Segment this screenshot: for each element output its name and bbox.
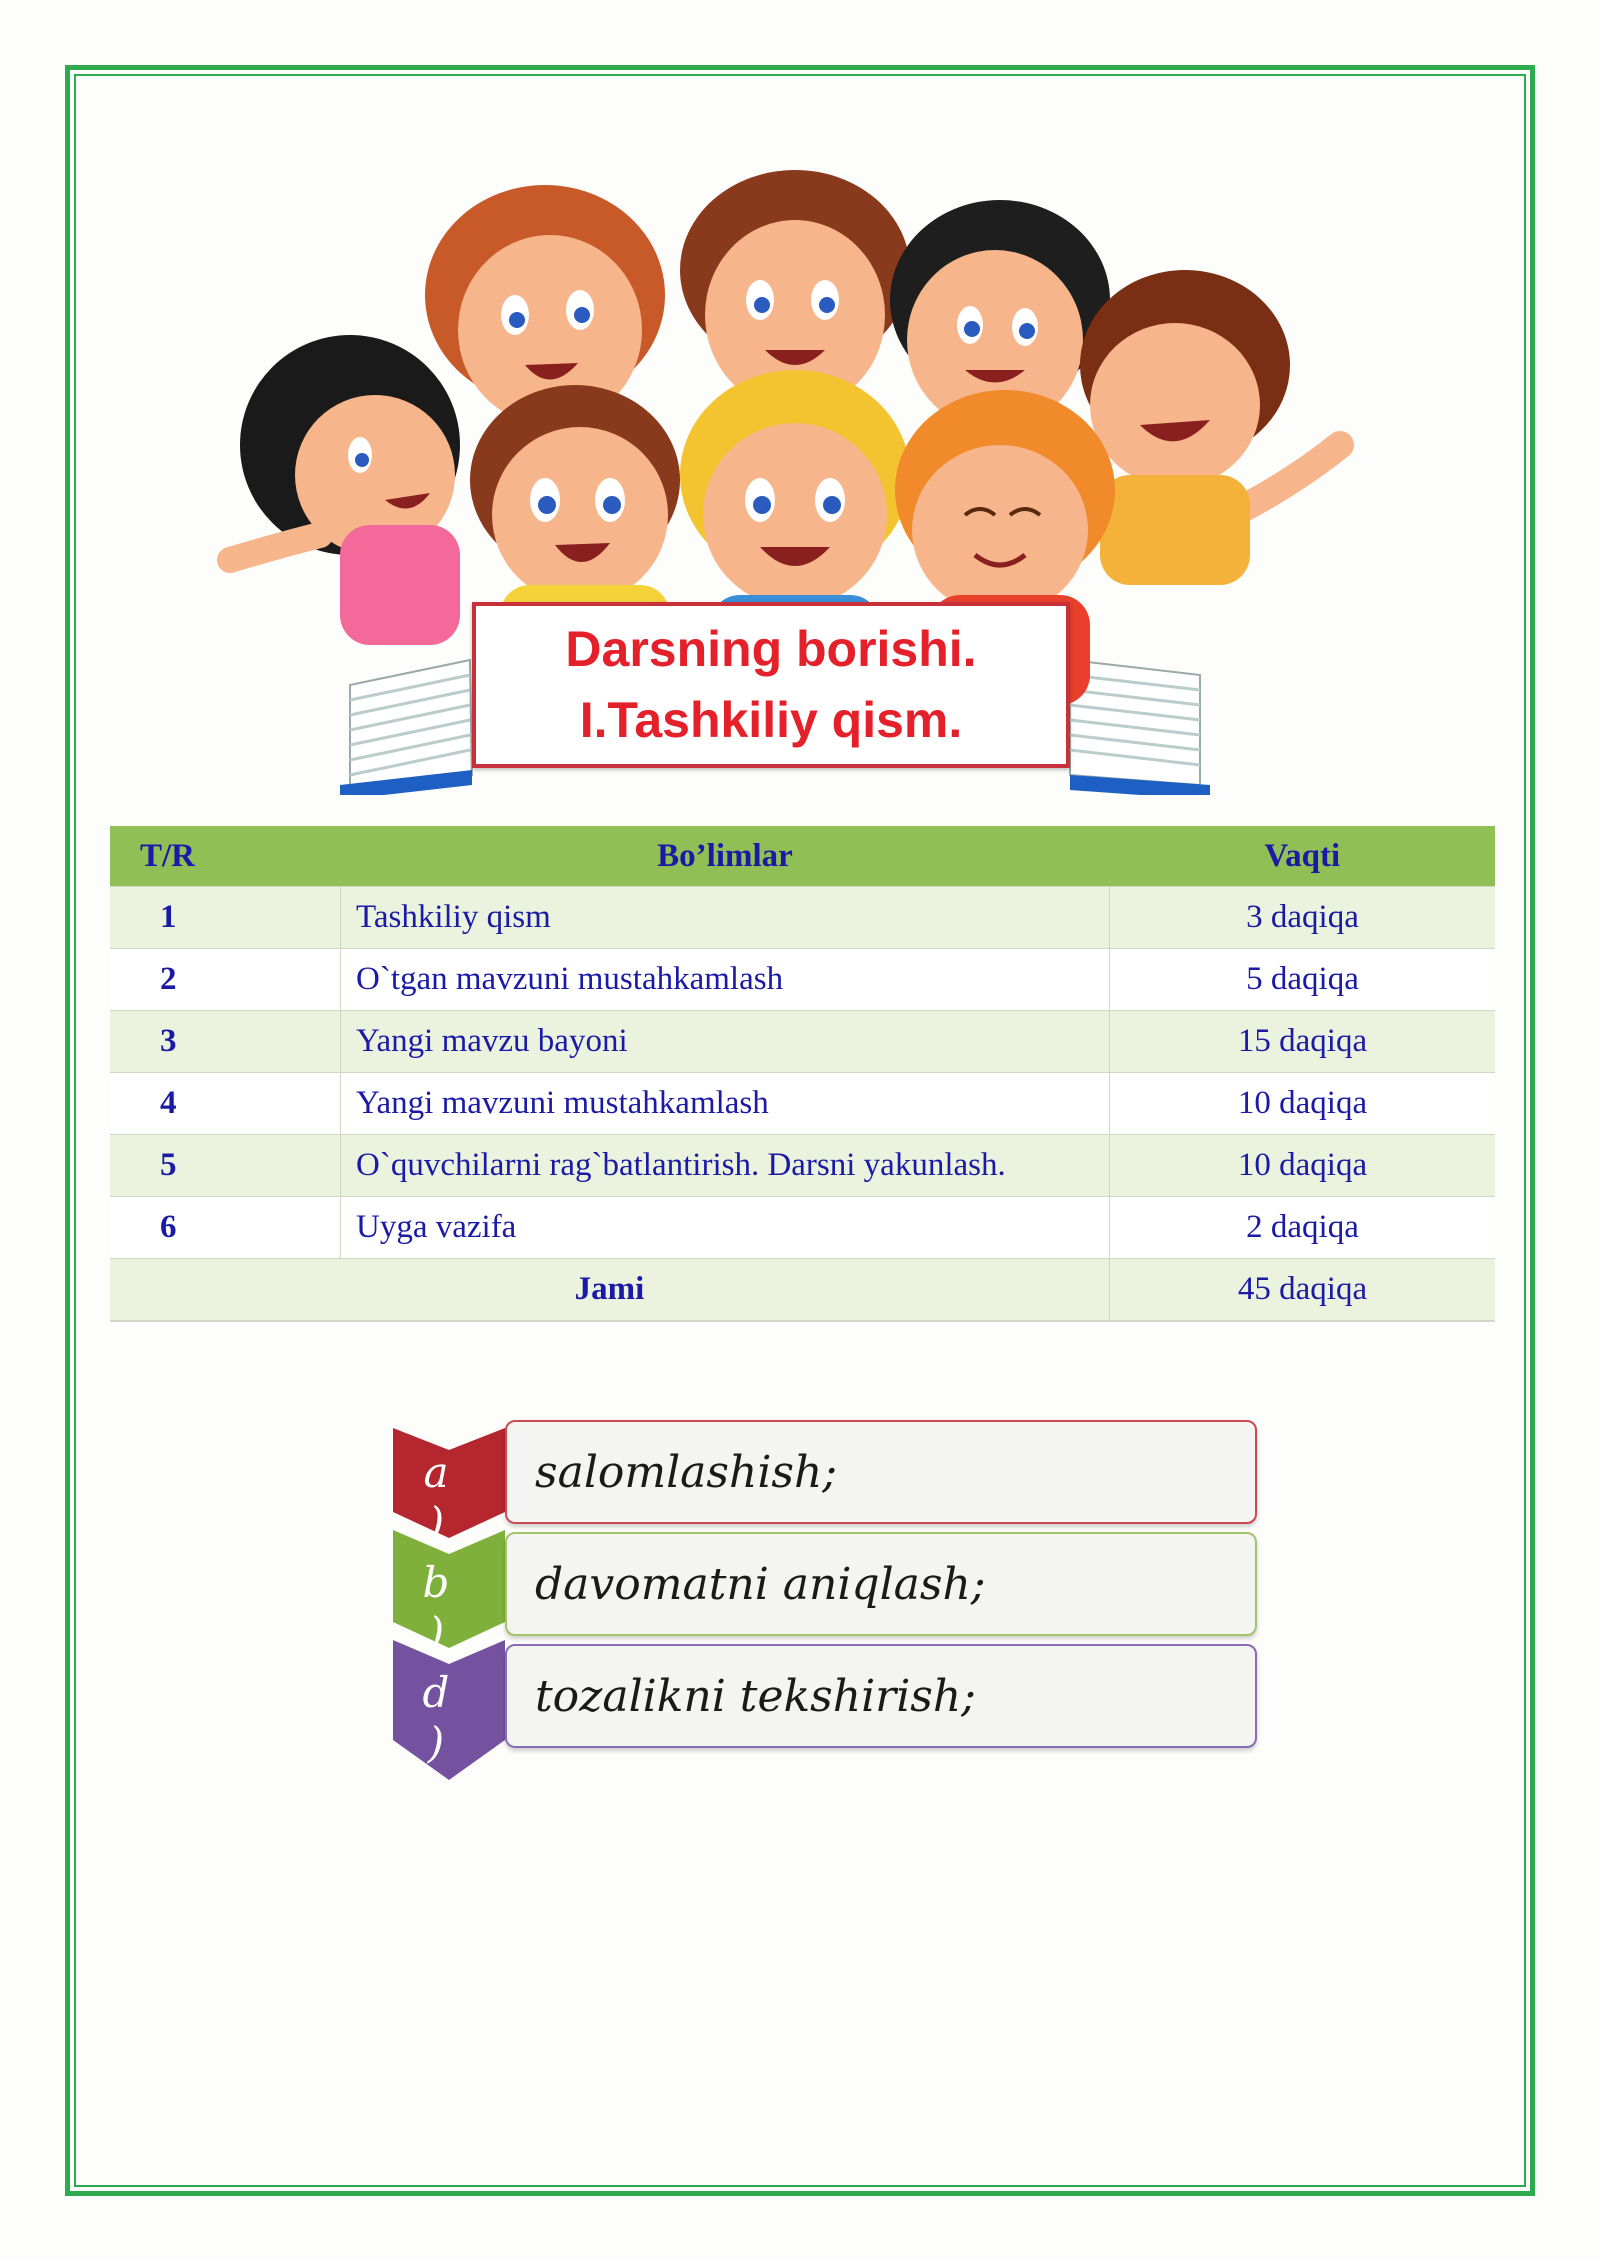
row-section: O`quvchilarni rag`batlantirish. Darsni yakunlash. — [341, 1135, 1110, 1197]
girl-curly-hair-icon — [230, 335, 460, 645]
row-time: 3 daqiqa — [1110, 887, 1496, 949]
step-letter: a — [423, 1448, 449, 1497]
row-section: Yangi mavzu bayoni — [341, 1011, 1110, 1073]
step-card-a — [505, 1420, 1257, 1524]
step-text: salomlashish; — [535, 1446, 838, 1498]
step-letter: d — [422, 1668, 450, 1717]
lesson-schedule-table — [110, 826, 1495, 1322]
table-row — [110, 1135, 1495, 1197]
row-number: 1 — [110, 887, 341, 949]
row-number: 4 — [110, 1073, 341, 1135]
boy-waving-icon — [1080, 270, 1340, 585]
header-time: Vaqti — [1110, 826, 1496, 887]
step-letter: b — [422, 1558, 450, 1607]
step-text: tozalikni tekshirish; — [535, 1670, 977, 1722]
table-row — [110, 1197, 1495, 1259]
step-paren: ) — [427, 1718, 445, 1767]
step-text: davomatni aniqlash; — [535, 1558, 986, 1610]
book-left-icon — [340, 660, 472, 795]
header-sections: Bo’limlar — [341, 826, 1110, 887]
lesson-title-box — [472, 602, 1070, 768]
row-section: Yangi mavzuni mustahkamlash — [341, 1073, 1110, 1135]
step-paren: ) — [427, 1608, 445, 1657]
step-letter-d — [421, 1668, 451, 1768]
table-row — [110, 887, 1495, 949]
row-time: 2 daqiqa — [1110, 1197, 1496, 1259]
row-section: Tashkiliy qism — [341, 887, 1110, 949]
row-number: 2 — [110, 949, 341, 1011]
table-row — [110, 1073, 1495, 1135]
total-label: Jami — [110, 1259, 1110, 1322]
row-time: 10 daqiqa — [1110, 1073, 1496, 1135]
row-time: 5 daqiqa — [1110, 949, 1496, 1011]
book-right-icon — [1070, 660, 1210, 795]
row-section: Uyga vazifa — [341, 1197, 1110, 1259]
step-card-d — [505, 1644, 1257, 1748]
row-time: 10 daqiqa — [1110, 1135, 1496, 1197]
row-number: 5 — [110, 1135, 341, 1197]
row-number: 3 — [110, 1011, 341, 1073]
title-line-1: Darsning borishi. — [565, 621, 977, 677]
table-row — [110, 1011, 1495, 1073]
organizational-steps-list — [393, 1420, 1263, 1820]
step-paren: ) — [427, 1498, 445, 1547]
row-section: O`tgan mavzuni mustahkamlash — [341, 949, 1110, 1011]
table-header-row — [110, 826, 1495, 887]
title-line-2: I.Tashkiliy qism. — [579, 692, 963, 748]
table-row — [110, 949, 1495, 1011]
step-card-b — [505, 1532, 1257, 1636]
row-time: 15 daqiqa — [1110, 1011, 1496, 1073]
header-tr: T/R — [110, 826, 341, 887]
row-number: 6 — [110, 1197, 341, 1259]
total-time: 45 daqiqa — [1110, 1259, 1496, 1322]
table-total-row — [110, 1259, 1495, 1322]
